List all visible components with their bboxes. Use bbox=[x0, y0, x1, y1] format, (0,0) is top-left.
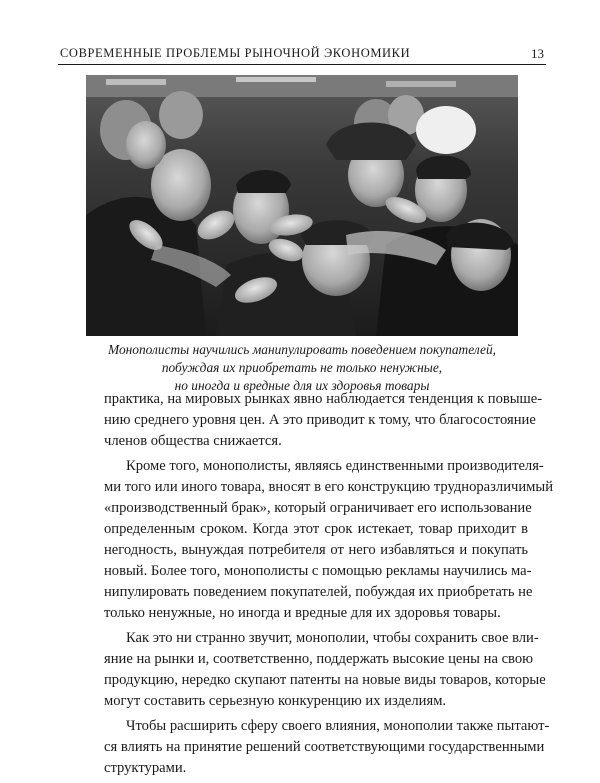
text-line: новый. Более того, монополисты с помощью рекламы научились ма- bbox=[104, 563, 532, 579]
text-line: ми того или иного товара, вносят в его конструкцию трудноразличимый bbox=[104, 479, 554, 495]
text-line: яние на рынки и, соответственно, поддержать высокие цены на свою bbox=[104, 651, 534, 667]
caption-line: побуждая их приобретать не только ненужные, bbox=[161, 360, 443, 375]
text-line: нипулировать поведением покупателей, побуждая их приобретать не bbox=[104, 584, 533, 600]
text-line: негодность, вынуждая потребителя от него избавляться и покупать bbox=[104, 542, 528, 558]
text-line: только ненужные, но иногда и вредные для их здоровья товары. bbox=[104, 605, 501, 621]
paragraph bbox=[104, 628, 546, 712]
text-line: «производственный брак», который ограничивает его использование bbox=[104, 500, 532, 516]
running-title: СОВРЕМЕННЫЕ ПРОБЛЕМЫ РЫНОЧНОЙ ЭКОНОМИКИ bbox=[60, 46, 411, 60]
running-head bbox=[58, 44, 546, 65]
paragraph bbox=[104, 716, 550, 779]
paragraph bbox=[104, 456, 554, 624]
body-text bbox=[104, 389, 554, 783]
page-number: 13 bbox=[531, 46, 544, 61]
figure-caption bbox=[60, 341, 544, 395]
text-line: Кроме того, монополисты, являясь единственными производителя- bbox=[126, 458, 544, 474]
text-line: нию среднего уровня цен. А это приводит к тому, что благосостояние bbox=[104, 412, 536, 428]
text-line: Как это ни странно звучит, монополии, чтобы сохранить свое вли- bbox=[126, 630, 539, 646]
text-line: могут составить серьезную конкуренцию их изделиям. bbox=[104, 693, 447, 709]
text-line: ся влиять на принятие решений соответствующими государственными bbox=[104, 739, 545, 755]
paragraph bbox=[104, 389, 543, 452]
caption-line: Монополисты научились манипулировать поведением покупателей, bbox=[107, 342, 496, 357]
crowd-photo bbox=[86, 75, 518, 336]
text-line: членов общества снижается. bbox=[104, 433, 282, 449]
text-line: структурами. bbox=[104, 760, 187, 776]
caption-line: но иногда и вредные для их здоровья товары bbox=[174, 378, 430, 393]
text-line: Чтобы расширить сферу своего влияния, монополии также пытают- bbox=[126, 718, 550, 734]
text-line: продукцию, нередко скупают патенты на новые виды товаров, которые bbox=[104, 672, 546, 688]
text-line: определенным сроком. Когда этот срок истекает, товар приходит в bbox=[104, 521, 528, 537]
text-line: практика, на мировых рынках явно наблюдается тенденция к повыше- bbox=[104, 391, 543, 407]
